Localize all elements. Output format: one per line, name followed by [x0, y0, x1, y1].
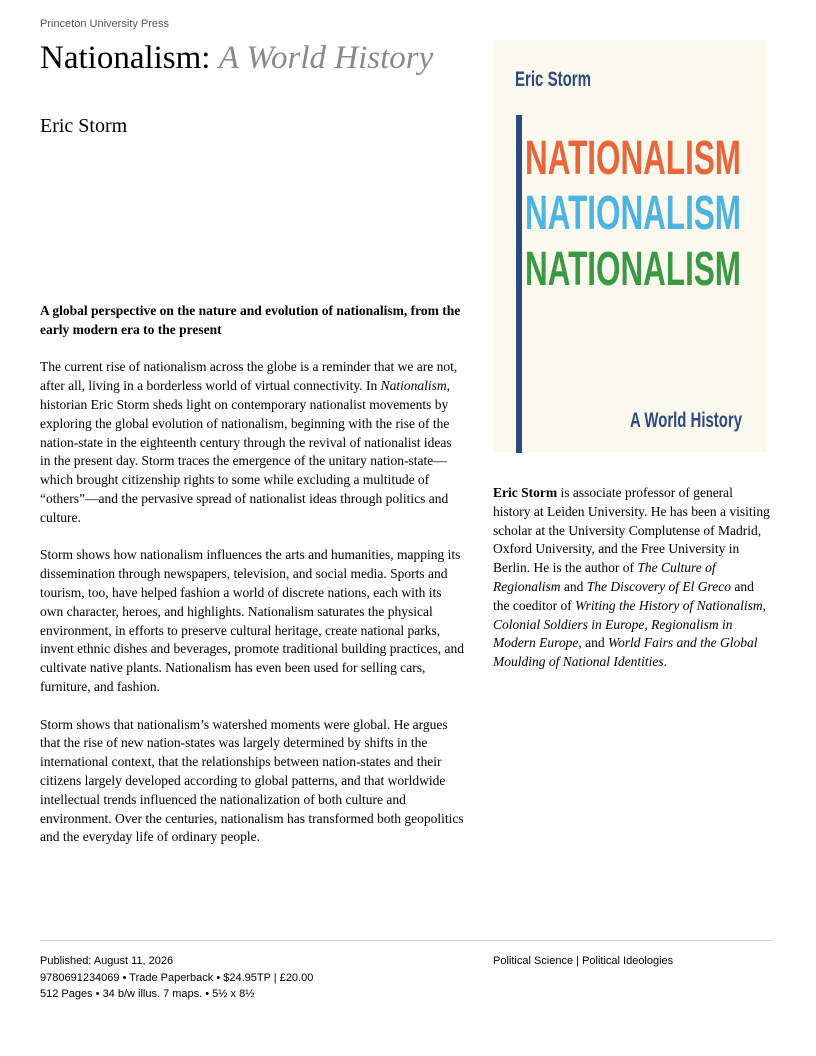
- cover-author: Eric Storm: [515, 68, 591, 91]
- bio-text: , and: [578, 635, 608, 651]
- book-description: [40, 302, 464, 866]
- bio-text: and the coeditor of: [493, 578, 754, 613]
- book-author: Eric Storm: [40, 115, 128, 137]
- bio-book-title: Colonial Soldiers in Europe: [493, 616, 645, 632]
- tagline: A global perspective on the nature and evolution of nationalism, from the early modern era to the present: [40, 303, 461, 337]
- book-cover-image: [493, 40, 766, 452]
- bio-text: ,: [644, 616, 652, 632]
- subject-categories: [493, 953, 673, 970]
- book-subtitle: A World History: [218, 40, 434, 76]
- publication-details: [40, 953, 313, 1003]
- bio-book-title: The Culture of Regionalism: [493, 560, 716, 594]
- cover-flag-pole: [516, 115, 522, 453]
- book-cover-artwork: [493, 40, 766, 452]
- description-text: The current rise of nationalism across the globe is a reminder that we are not, after all, living in a borderless world of virtual connectivity. In: [40, 359, 458, 394]
- book-title: [40, 38, 433, 78]
- description-paragraph-3: Storm shows that nationalism’s watershed moments were global. He argues that the rise of new nation-states was largely determined by shifts in the international context, that the relationships between nation-states and their citizens largely developed according to global patterns, and that worldwide intellectual trends influenced the nationalization of both culture and environment. Over the centuries, nationalism has transformed both geopolitics and the everyday life of ordinary people.: [40, 716, 464, 845]
- description-paragraph-1: [40, 358, 464, 527]
- bio-text: and: [560, 578, 587, 594]
- bio-book-title: The Discovery of El Greco: [586, 578, 731, 594]
- bio-book-title: Regionalism in Modern Europe: [493, 616, 733, 651]
- bio-text: is associate professor of general history at Leiden University. He has been a visiting scholar at the University Complutense of Madrid, Oxford University, and the Free University in Berlin. He is the author of: [493, 485, 770, 576]
- footer-divider: [40, 940, 773, 941]
- description-book-title: Nationalism: [380, 378, 447, 394]
- bio-author-name: Eric Storm: [493, 485, 558, 500]
- publisher-name: Princeton University Press: [40, 18, 169, 30]
- isbn-price: 9780691234069 • Trade Paperback • $24.95TP | £20.00: [40, 971, 314, 984]
- bio-book-title: Writing the History of Nationalism: [575, 597, 763, 613]
- category-list: Political Science | Political Ideologies: [493, 955, 674, 967]
- cover-word-green: NATIONALISM: [525, 243, 741, 296]
- cover-subtitle: A World History: [630, 409, 743, 432]
- book-title-main: Nationalism:: [40, 40, 211, 76]
- cover-word-orange: NATIONALISM: [525, 132, 741, 185]
- author-bio: [493, 484, 773, 672]
- bio-book-title: World Fairs and the Global Moulding of National Identities: [493, 635, 758, 670]
- bio-text: ,: [762, 597, 766, 613]
- description-paragraph-2: Storm shows how nationalism influences the arts and humanities, mapping its dissemination through newspapers, television, and social media. Sports and tourism, too, have helped fashion a world of discrete nations, each with its own character, heroes, and highlights. Nationalism saturates the physical environment, in efforts to preserve cultural heritage, create national parks, invent ethnic dishes and beverages, promote traditional building practices, and cultivate native plants. Nationalism has even been used for selling cars, furniture, and fashion.: [40, 547, 464, 694]
- cover-word-blue: NATIONALISM: [525, 187, 741, 240]
- publication-date: Published: August 11, 2026: [40, 955, 174, 967]
- bio-text: .: [663, 654, 667, 670]
- description-text: , historian Eric Storm sheds light on contemporary nationalist movements by exploring the global evolution of nationalism, beginning with the rise of the nation-state in the eighteenth century through the revival of nationalist ideas in the present day. Storm traces the emergence of the unitary nation-state—which brought citizenship rights to some while excluding a multitude of “others”—and the pervasive spread of nationalist ideas through politics and culture.: [40, 378, 452, 525]
- page-count: 512 Pages • 34 b/w illus. 7 maps. • 5½ x 8½: [40, 988, 255, 1000]
